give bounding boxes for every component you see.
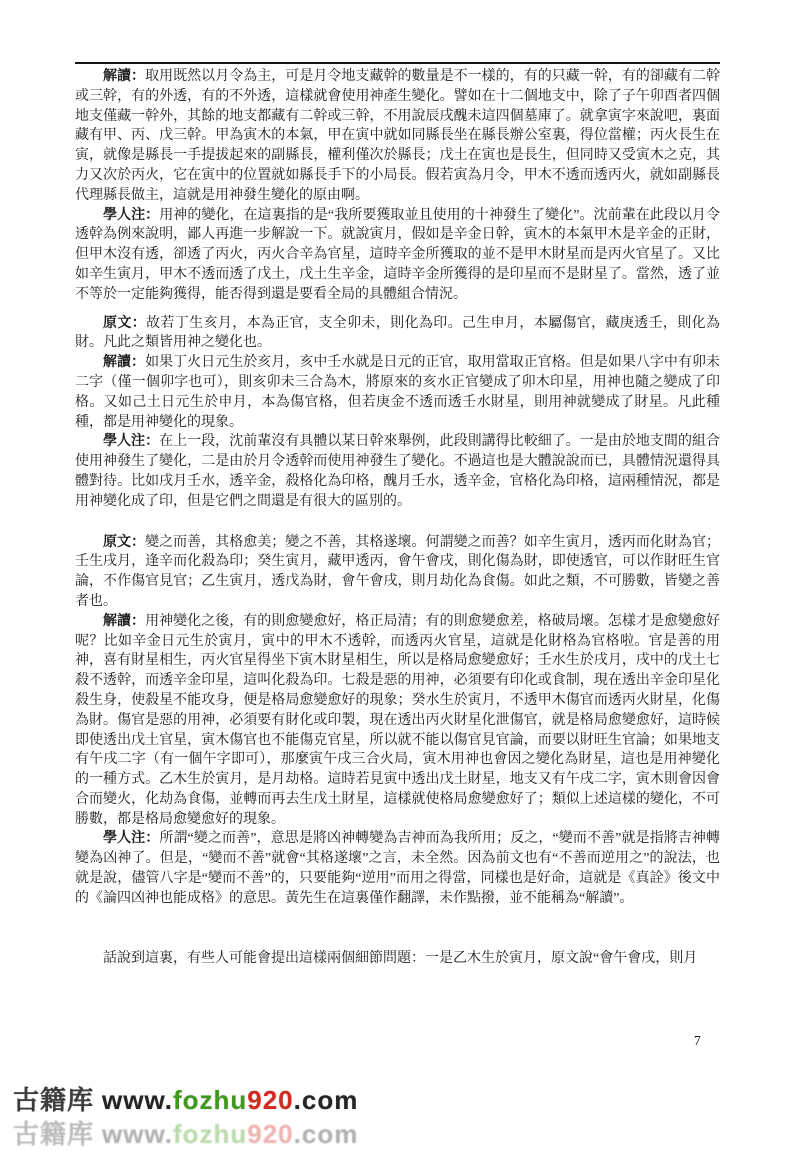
watermark-site-name: 古籍库: [13, 1085, 95, 1115]
paragraph-label: 解讀：: [103, 613, 146, 629]
paragraph-text: 話說到這裏，有些人可能會提出這樣兩個細節問題：一是乙木生於寅月，原文說“會午會戌，則月: [103, 950, 698, 966]
watermark-url-com: .com: [293, 1119, 359, 1149]
paragraph-text: 如果丁火日元生於亥月，亥中壬水就是日元的正官，取用當取正官格。但是如果八字中有卯未二字（僅一個卯字也可），則亥卯未三合為木，將原來的亥水正官變成了卯木印星，用神也隨之變成了印格。又如己土日元生於申月，本為傷官格，但若庚金不透而透壬水財星，則用神就變成了財星。凡此種種，都是用神變化的現象。: [75, 355, 721, 430]
paragraph-xuerenzhu-3: [75, 829, 720, 908]
paragraph-jiedu-3: [75, 612, 720, 830]
header-rule: [75, 62, 720, 64]
paragraph-label: 原文：: [103, 315, 147, 331]
document-page: [75, 62, 720, 968]
page-number: 7: [694, 1033, 701, 1048]
body-text: [75, 67, 720, 968]
paragraph-yuanwen-1: [75, 314, 720, 354]
watermark-url-920: 920: [247, 1085, 294, 1115]
paragraph-text: 用神的變化，在這裏指的是“我所要獲取並且使用的十神發生了變化”。沈前輩在此段以月令透幹為例來說明，鄙人再進一步解說一下。就說寅月，假如是辛金日幹，寅木的本氣甲木是辛金的正財，但甲木沒有透，卻透了丙火，丙火合辛為官星，這時辛金所獲取的並不是甲木財星而是丙火官星了。又比如辛生寅月，甲木不透而透了戊土，戊土生辛金，這時辛金所獲得的是印星而不是財星了。當然，透了並不等於一定能夠獲得，能否得到還是要看全局的具體組合情況。: [75, 207, 720, 302]
paragraph-xuerenzhu-1: [75, 206, 720, 305]
paragraph-yuanwen-2: [75, 533, 720, 612]
paragraph-text: 故若丁生亥月，本為正官，支全卯未，則化為印。己生申月，本屬傷官，藏庚透壬，則化為財。凡此之類皆用神之變化也。: [75, 315, 721, 351]
paragraph-label: 學人注：: [103, 207, 160, 223]
paragraph-jiedu-2: [75, 353, 720, 432]
watermark-site-name: 古籍库: [13, 1119, 95, 1149]
paragraph-jiedu-1: [75, 67, 720, 206]
paragraph-text: 所謂“變之而善”，意思是將凶神轉變為吉神而為我所用；反之，“變而不善”就是指將吉神轉變為凶神了。但是，“變而不善”就會“其格遂壞”之言，未全然。因為前文也有“不善而逆用之”的說法，也就是說，儘管八字是“變而不善”的，只要能夠“逆用”而用之得當，同樣也是好命，這就是《真詮》後文中的《論四凶神也能成格》的意思。黃先生在這裏僅作翻譯，未作點撥，並不能稱為“解讀”。: [75, 831, 721, 906]
paragraph-label: 解讀：: [103, 69, 146, 84]
paragraph-label: 解讀：: [103, 355, 146, 371]
watermark-url-www: www.: [102, 1119, 173, 1149]
paragraph-label: 原文：: [103, 534, 146, 550]
paragraph-text: 取用既然以月令為主，可是月令地支藏幹的數量是不一樣的，有的只藏一幹，有的卻藏有二幹或三幹，有的外透，有的不外透，這樣就會使用神產生變化。譬如在十二個地支中，除了子午卯酉者四個地支僅藏一幹外，其餘的地支都藏有二幹或三幹，不用說辰戌醜未這四個墓庫了。就拿寅字來說吧，裏面藏有甲、丙、戊三幹。甲為寅木的本氣，甲在寅中就如同縣長坐在縣長辦公室裏，得位當權；丙火長生在寅，就像是縣長一手提拔起來的副縣長，權利僅次於縣長；戊土在寅也是長生，但同時又受寅木之克，其力又次於丙火，它在寅中的位置就如縣長手下的小局長。假若寅為月令，甲木不透而透丙火，就如副縣長代理縣長做主，這就是用神發生變化的原由啊。: [75, 69, 721, 203]
paragraph-xuerenzhu-2: [75, 432, 720, 511]
paragraph-label: 學人注：: [103, 434, 160, 450]
watermark-url-com: .com: [293, 1085, 359, 1115]
watermark-url-fozhu: fozhu: [172, 1085, 248, 1115]
watermark-url-www: www.: [102, 1085, 173, 1115]
paragraph-text: 在上一段，沈前輩沒有具體以某日幹來舉例，此段則講得比較細了。一是由於地支間的組合使用神發生了變化，二是由於月令透幹而使用神發生了變化。不過這也是大體說說而已，具體情況還得具體對待。比如戌月壬水，透辛金，殺格化為印格，醜月壬水，透辛金，官格化為印格，這兩種情況，都是用神變化成了印，但是它們之間還是有很大的區別的。: [75, 434, 720, 509]
paragraph-label: 學人注：: [103, 831, 160, 847]
watermark-logo-cropped: [13, 1114, 358, 1151]
paragraph-closing: [75, 949, 720, 969]
watermark-logo: [13, 1080, 358, 1117]
watermark-url-fozhu: fozhu: [172, 1119, 248, 1149]
watermark-url-920: 920: [247, 1119, 294, 1149]
paragraph-text: 變之而善，其格愈美；變之不善，其格遂壞。何謂變之而善？如辛生寅月，透丙而化財為官；壬生戌月，逢辛而化殺為印；癸生寅月，藏甲透丙，會午會戌，則化傷為財，即使透官，可以作財旺生官論，不作傷官見官；乙生寅月，透戊為財，會午會戌，則月劫化為食傷。如此之類，不可勝數，皆變之善者也。: [75, 534, 721, 609]
paragraph-text: 用神變化之後，有的則愈變愈好，格正局清；有的則愈變愈差，格破局壞。怎樣才是愈變愈好呢？比如辛金日元生於寅月，寅中的甲木不透幹，而透丙火官星，這就是化財格為官格啦。官是善的用神，喜有財星相生，丙火官星得坐下寅木財星相生，所以是格局愈變愈好；壬水生於戌月，戌中的戊土七殺不透幹，而透辛金印星，這叫化殺為印。七殺是惡的用神，必須要有印化或食制，現在透出辛金印星化殺生身，使殺星不能攻身，便是格局愈變愈好的現象；癸水生於寅月，不透甲木傷官而透丙火財星，化傷為財。傷官是惡的用神，必須要有財化或印製，現在透出丙火財星化泄傷官，就是格局愈變愈好，這時候即使透出戊土官星，寅木傷官也不能傷克官星，所以就不能以傷官見官論，而要以財旺生官論；如果地支有午戌二字（有一個午字即可），那麼寅午戌三合火局，寅木用神也會因之變化為財星，這也是用神變化的一種方式。乙木生於寅月，是月劫格。這時若見寅中透出戊土財星，地支又有午戌二字，寅木則會因會合而變火，化劫為食傷，並轉而再去生戊土財星，這樣就使格局愈變愈好了；類似上述這樣的變化，不可勝數，都是格局愈變愈好的現象。: [75, 613, 721, 827]
